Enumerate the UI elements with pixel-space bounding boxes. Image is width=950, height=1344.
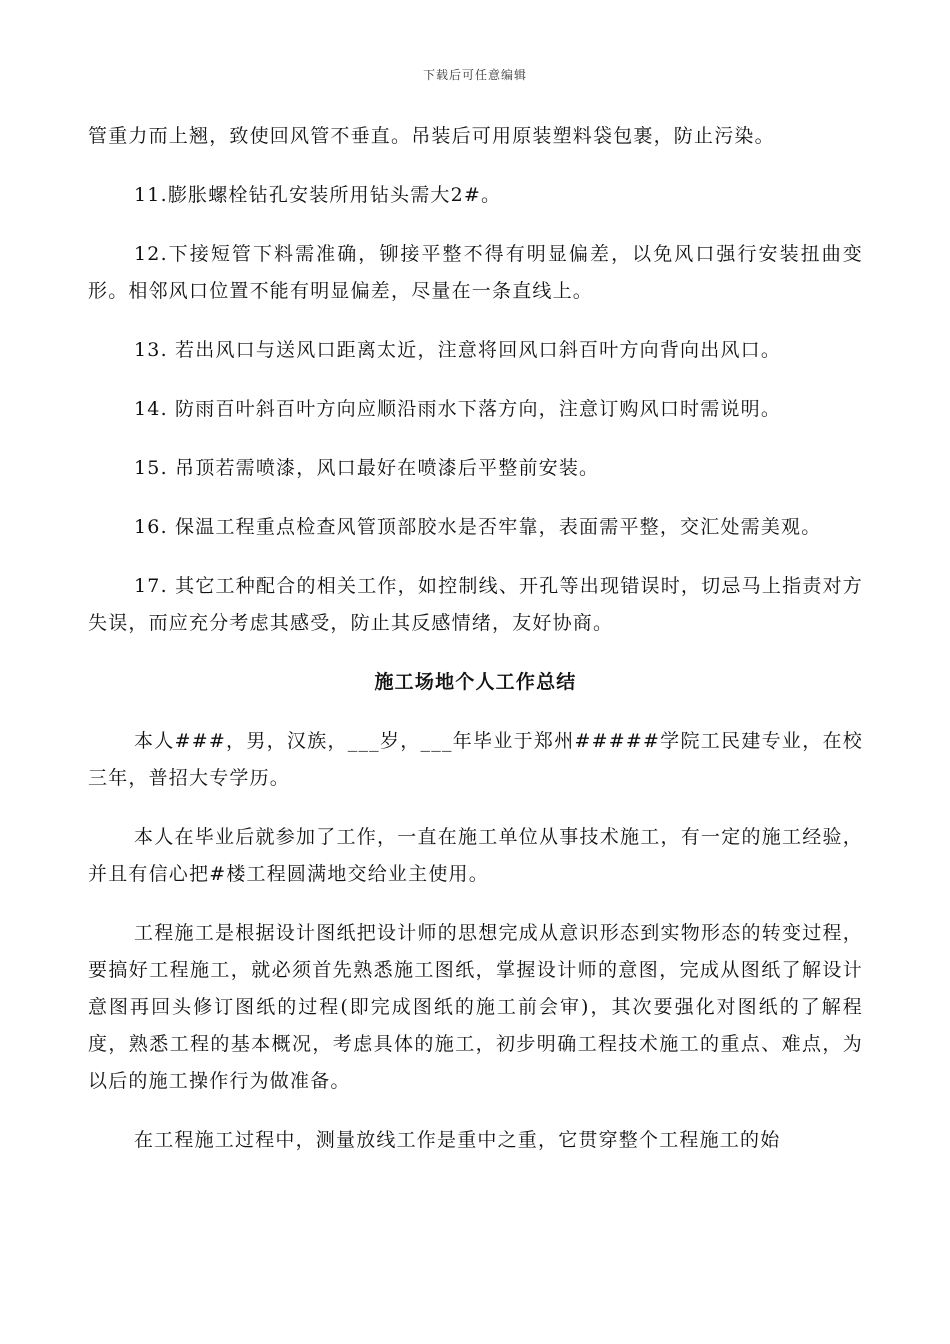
list-item-12: 12.下接短管下料需准确，铆接平整不得有明显偏差，以免风口强行安装扭曲变形。相邻风口位置不能有明显偏差，尽量在一条直线上。 (88, 243, 863, 302)
list-item-16: 16. 保温工程重点检查风管顶部胶水是否牢靠，表面需平整，交汇处需美观。 (134, 516, 822, 538)
paragraph-surveying: 在工程施工过程中，测量放线工作是重中之重，它贯穿整个工程施工的始 (134, 1129, 781, 1151)
document-body (88, 118, 863, 1181)
list-item-17: 17. 其它工种配合的相关工作，如控制线、开孔等出现错误时，切忌马上指责对方失误，而应充分考虑其感受，防止其反感情绪，友好协商。 (88, 575, 863, 634)
paragraph-continuation: 管重力而上翘，致使回风管不垂直。吊装后可用原装塑料袋包裹，防止污染。 (88, 125, 775, 147)
paragraph-experience: 本人在毕业后就参加了工作，一直在施工单位从事技术施工，有一定的施工经验，并且有信心把#楼工程圆满地交给业主使用。 (88, 826, 863, 885)
paragraph-drawings: 工程施工是根据设计图纸把设计师的思想完成从意识形态到实物形态的转变过程，要搞好工程施工，就必须首先熟悉施工图纸，掌握设计师的意图，完成从图纸了解设计意图再回头修订图纸的过程(即完成图纸的施工前会审)，其次要强化对图纸的了解程度，熟悉工程的基本概况，考虑具体的施工，初步明确工程技术施工的重点、难点，为以后的施工操作行为做准备。 (88, 922, 863, 1092)
list-item-13: 13. 若出风口与送风口距离太近，注意将回风口斜百叶方向背向出风口。 (134, 339, 782, 361)
list-item-11: 11.膨胀螺栓钻孔安装所用钻头需大2#。 (134, 184, 502, 206)
section-title: 施工场地个人工作总结 (374, 671, 577, 693)
page-header: 下载后可任意编辑 (422, 68, 527, 82)
paragraph-intro: 本人###，男，汉族，___岁，___年毕业于郑州#####学院工民建专业，在校三年，普招大专学历。 (88, 730, 863, 789)
list-item-14: 14. 防雨百叶斜百叶方向应顺沿雨水下落方向，注意订购风口时需说明。 (134, 398, 782, 420)
list-item-15: 15. 吊顶若需喷漆，风口最好在喷漆后平整前安装。 (134, 457, 600, 479)
